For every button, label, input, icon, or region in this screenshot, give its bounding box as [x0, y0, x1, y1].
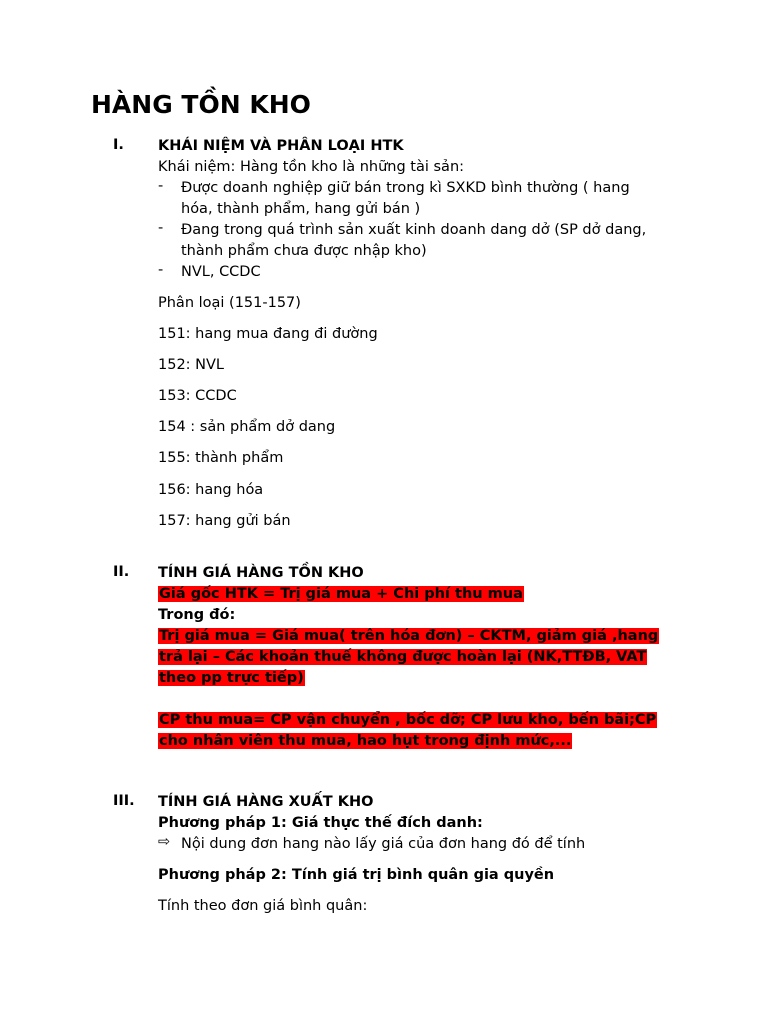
cost-formula-highlight: Giá gốc HTK = Trị giá mua + Chi phí thu mua: [159, 586, 523, 602]
purchase-cost-line-1: CP thu mua= CP vận chuyển , bốc dỡ; CP lưu kho, bến bãi;CP: [159, 712, 657, 728]
where-label: Trong đó:: [158, 607, 236, 623]
account-156: 156: hang hóa: [158, 482, 264, 498]
section-3-number: III.: [113, 793, 135, 809]
method-1-note: Nội dung đơn hang nào lấy giá của đơn hang đó để tính: [181, 836, 586, 852]
bullet-1-line-2: hóa, thành phẩm, hang gửi bán ): [181, 201, 421, 217]
account-152: 152: NVL: [158, 357, 225, 373]
document-title: HÀNG TỒN KHO: [91, 90, 311, 119]
arrow-right-icon: ⇨: [158, 834, 171, 850]
bullet-marker: -: [158, 178, 164, 194]
bullet-2-line-2: thành phẩm chưa được nhập kho): [181, 243, 427, 259]
account-155: 155: thành phẩm: [158, 450, 284, 466]
average-price-text: Tính theo đơn giá bình quân:: [158, 898, 368, 914]
bullet-3-line-1: NVL, CCDC: [181, 264, 261, 280]
section-1-heading: KHÁI NIỆM VÀ PHÂN LOẠI HTK: [158, 138, 404, 154]
section-2-number: II.: [113, 564, 130, 580]
bullet-marker: -: [158, 220, 164, 236]
account-157: 157: hang gửi bán: [158, 513, 291, 529]
bullet-2-line-1: Đang trong quá trình sản xuất kinh doanh dang dở (SP dở dang,: [181, 222, 647, 238]
method-2-heading: Phương pháp 2: Tính giá trị bình quân gia quyền: [158, 867, 555, 883]
section-2-heading: TÍNH GIÁ HÀNG TỒN KHO: [158, 565, 364, 581]
purchase-price-line-2: trả lại – Các khoản thuế không được hoàn lại (NK,TTĐB, VAT: [159, 649, 647, 665]
purchase-price-line-1: Trị giá mua = Giá mua( trên hóa đơn) – CKTM, giảm giá ,hang: [159, 628, 659, 644]
section-1-number: I.: [113, 137, 124, 153]
classify-heading: Phân loại (151-157): [158, 295, 301, 311]
bullet-1-line-1: Được doanh nghiệp giữ bán trong kì SXKD bình thường ( hang: [181, 180, 630, 196]
account-151: 151: hang mua đang đi đường: [158, 326, 378, 342]
method-1-heading: Phương pháp 1: Giá thực thế đích danh:: [158, 815, 483, 831]
purchase-price-line-3: theo pp trực tiếp): [159, 670, 304, 686]
account-153: 153: CCDC: [158, 388, 237, 404]
concept-text: Khái niệm: Hàng tồn kho là những tài sản:: [158, 159, 465, 175]
purchase-cost-line-2: cho nhân viên thu mua, hao hụt trong định mức,...: [159, 733, 572, 749]
section-3-heading: TÍNH GIÁ HÀNG XUẤT KHO: [158, 794, 374, 810]
bullet-marker: -: [158, 262, 164, 278]
account-154: 154 : sản phẩm dở dang: [158, 419, 336, 435]
